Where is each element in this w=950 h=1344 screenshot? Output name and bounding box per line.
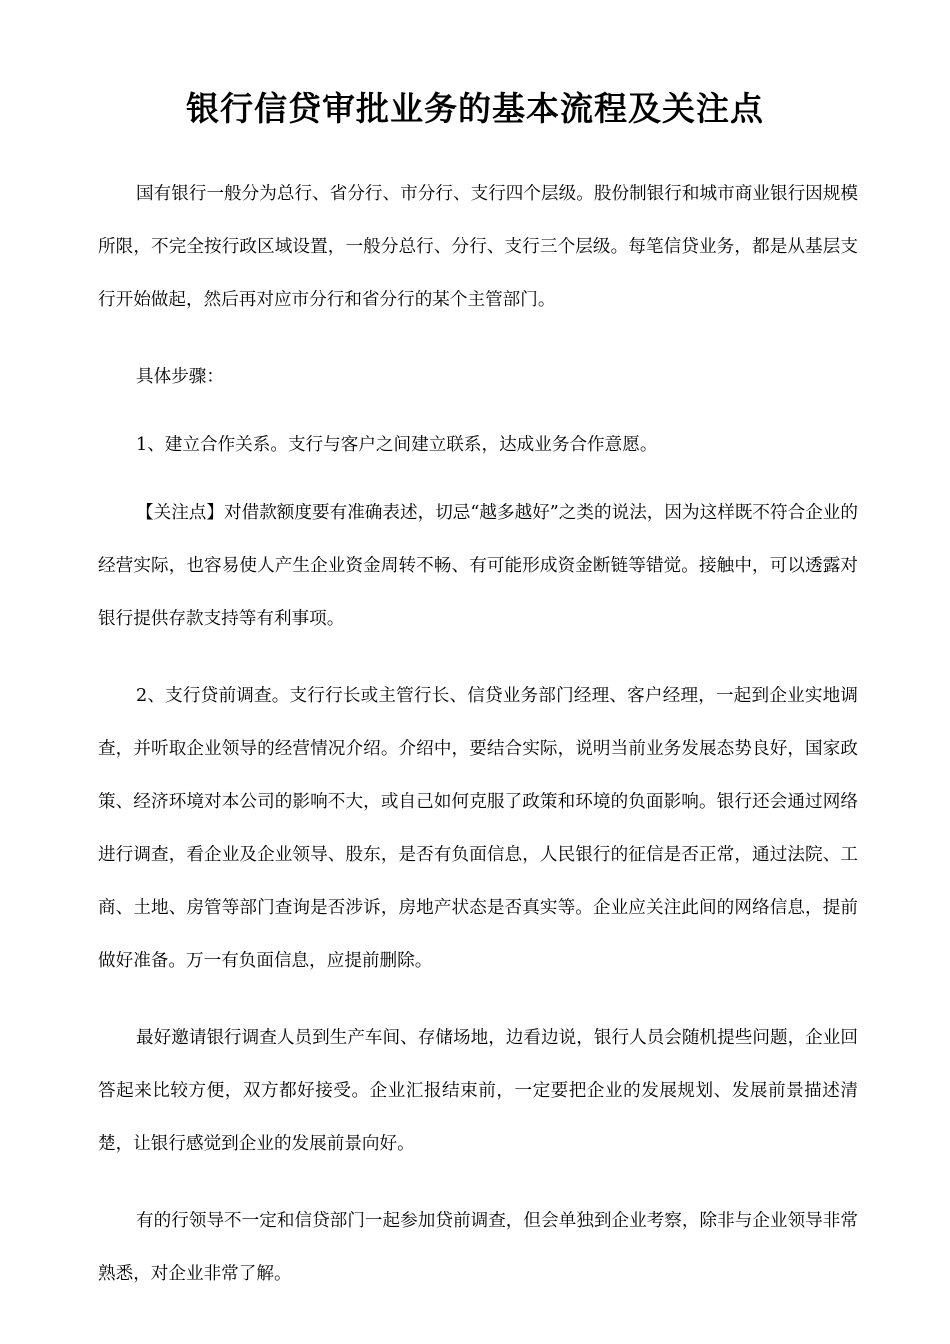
paragraph-bank-levels: 国有银行一般分为总行、省分行、市分行、支行四个层级。股份制银行和城市商业银行因规模所限，不完全按行政区域设置，一般分总行、分行、支行三个层级。每笔信贷业务，都是从基层支行开始做起，然后再对应市分行和省分行的某个主管部门。 — [98, 184, 858, 310]
document-body — [98, 168, 858, 1325]
paragraph-step-2: 2、支行贷前调查。支行行长或主管行长、信贷业务部门经理、客户经理，一起到企业实地调查，并听取企业领导的经营情况介绍。介绍中，要结合实际，说明当前业务发展态势良好，国家政策、经济环境对本公司的影响不大，或自己如何克服了政策和环境的负面影响。银行还会通过网络进行调查，看企业及企业领导、股东，是否有负面信息，人民银行的征信是否正常，通过法院、工商、土地、房管等部门查询是否涉诉，房地产状态是否真实等。企业应关注此间的网络信息，提前做好准备。万一有负面信息，应提前删除。 — [98, 686, 858, 971]
paragraph-steps-heading: 具体步骤： — [136, 367, 224, 387]
paragraph-step-1: 1、建立合作关系。支行与客户之间建立联系，达成业务合作意愿。 — [136, 435, 658, 455]
paragraph-leader-visit: 有的行领导不一定和信贷部门一起参加贷前调查，但会单独到企业考察，除非与企业领导非常熟悉，对企业非常了解。 — [98, 1211, 858, 1284]
document-title: 银行信贷审批业务的基本流程及关注点 — [186, 89, 764, 128]
paragraph-focus-point: 【关注点】对借款额度要有准确表述，切忌“越多越好”之类的说法，因为这样既不符合企业的经营实际，也容易使人产生企业资金周转不畅、有可能形成资金断链等错觉。接触中，可以透露对银行提供存款支持等有利事项。 — [98, 503, 858, 629]
paragraph-site-visit: 最好邀请银行调查人员到生产车间、存储场地，边看边说，银行人员会随机提些问题，企业回答起来比较方便，双方都好接受。企业汇报结束前，一定要把企业的发展规划、发展前景描述清楚，让银行感觉到企业的发展前景向好。 — [98, 1028, 858, 1154]
